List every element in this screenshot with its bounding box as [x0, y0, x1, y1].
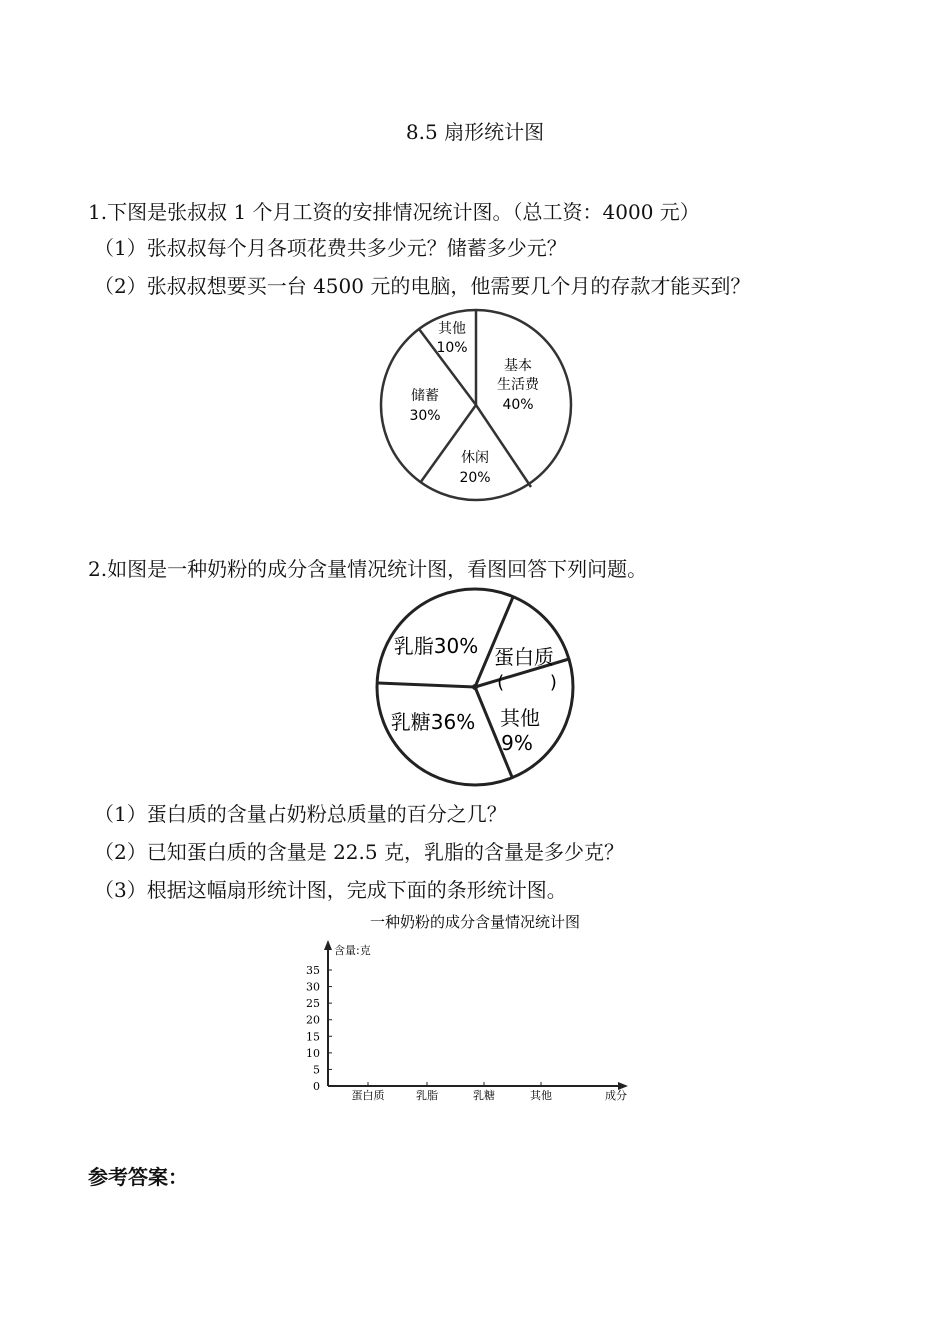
- salary-pie: [381, 310, 571, 500]
- milk-percent-other: 9%: [501, 731, 533, 755]
- bar-chart: [306, 913, 628, 1102]
- slice-percent-basic: 40%: [502, 397, 534, 413]
- y-tick-label: 0: [313, 1080, 320, 1093]
- question-1-stem: 1.下图是张叔叔 1 个月工资的安排情况统计图。（总工资：4000 元）: [88, 200, 700, 224]
- x-category-label: 蛋白质: [351, 1089, 385, 1102]
- question-2-stem: 2.如图是一种奶粉的成分含量情况统计图，看图回答下列问题。: [88, 557, 648, 581]
- y-tick-label: 35: [306, 964, 320, 977]
- question-1-sub2: （2）张叔叔想要买一台 4500 元的电脑，他需要几个月的存款才能买到？: [94, 274, 751, 298]
- slice-percent-savings: 30%: [409, 408, 441, 424]
- x-axis-label: 成分: [605, 1089, 627, 1102]
- y-tick-label: 15: [306, 1030, 320, 1044]
- slice-label-basic-2: 生活费: [497, 377, 539, 393]
- milk-label-fat: 乳脂30%: [393, 634, 479, 658]
- y-tick-label: 20: [306, 1013, 320, 1027]
- bar-chart-title: 一种奶粉的成分含量情况统计图: [369, 913, 581, 931]
- question-1-sub1: （1）张叔叔每个月各项花费共多少元？储蓄多少元？: [94, 236, 567, 260]
- y-tick-label: 10: [306, 1046, 320, 1060]
- milk-label-lactose: 乳糖36%: [390, 710, 476, 734]
- y-tick-label: 5: [313, 1063, 320, 1077]
- x-category-label: 乳糖: [473, 1089, 495, 1102]
- question-2-sub2: （2）已知蛋白质的含量是 22.5 克，乳脂的含量是多少克？: [94, 840, 624, 864]
- slice-label-leisure: 休闲: [461, 450, 489, 466]
- y-axis-arrow: [324, 940, 332, 950]
- milk-label-other: 其他: [500, 706, 540, 730]
- slice-label-savings: 储蓄: [411, 388, 439, 404]
- answer-heading: 参考答案：: [88, 1165, 188, 1189]
- y-tick-label: 30: [306, 980, 320, 994]
- milk-label-protein: 蛋白质: [494, 645, 554, 669]
- slice-label-basic-1: 基本: [504, 358, 532, 374]
- x-category-label: 乳脂: [416, 1089, 438, 1102]
- slice-label-other: 其他: [438, 321, 466, 337]
- x-category-label: 其他: [530, 1089, 552, 1102]
- y-tick-label: 25: [306, 997, 320, 1011]
- slice-percent-other: 10%: [436, 340, 468, 356]
- milk-label-protein-blank: ( ): [497, 672, 557, 693]
- milk-pie-center: [472, 684, 478, 690]
- question-2-sub3: （3）根据这幅扇形统计图，完成下面的条形统计图。: [94, 878, 567, 902]
- y-axis-label: 含量:克: [334, 944, 371, 957]
- milk-pie: [377, 589, 573, 785]
- question-2-sub1: （1）蛋白质的含量占奶粉总质量的百分之几？: [94, 802, 507, 826]
- slice-percent-leisure: 20%: [459, 470, 491, 486]
- page-title: 8.5 扇形统计图: [405, 120, 545, 144]
